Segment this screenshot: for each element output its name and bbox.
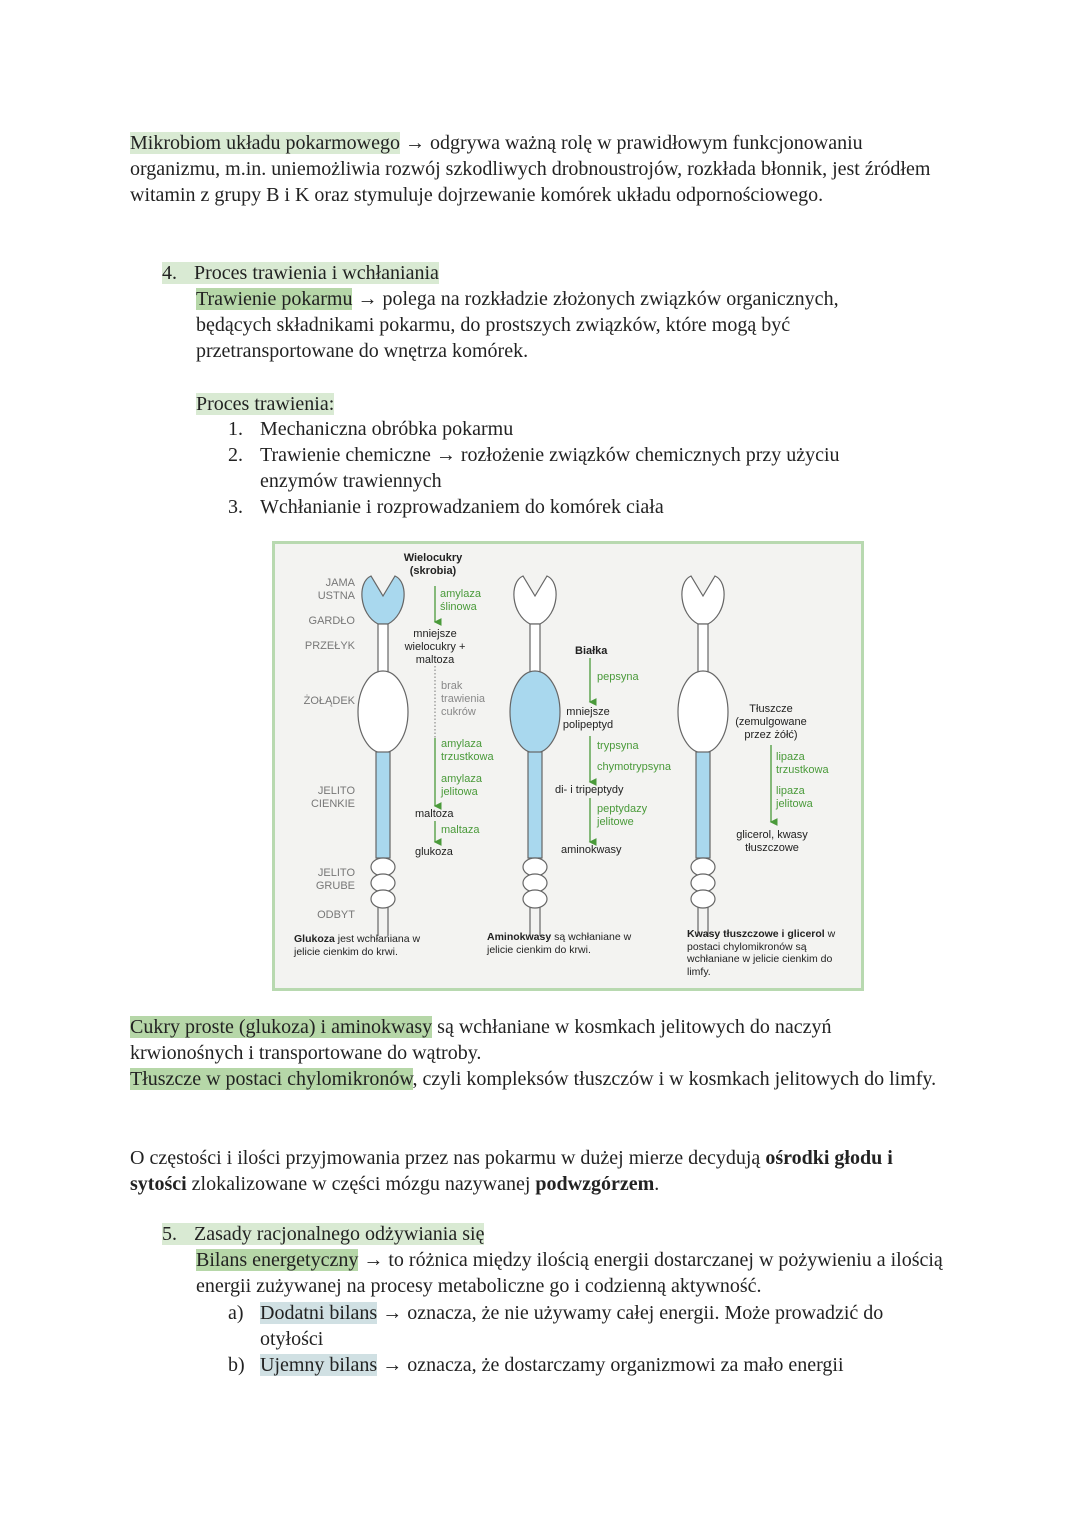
absorption-paragraph-fats — [130, 1066, 945, 1092]
large-intestine-shape — [371, 858, 395, 876]
digestion-term: Trawienie pokarmu — [196, 288, 353, 310]
fats-products: glicerol, kwasy tłuszczowe — [736, 829, 808, 854]
tract-fats — [678, 576, 728, 936]
section-4-highlight — [162, 262, 439, 284]
esophagus-shape — [378, 624, 388, 672]
digestion-text: → polega na rozkładzie złożonych związków organicznych, będących składnikami pokarmu, do prostszych związków, które mogą być przetransportowane do wnętrza komórek. — [196, 288, 839, 362]
negative-balance-text: → oznacza, że dostarczamy organizmowi za mało energii — [377, 1354, 844, 1376]
list-number: 3. — [228, 496, 243, 518]
caption-text: są wchłaniane w jelicie cienkim do krwi. — [487, 931, 632, 956]
section-4-heading — [162, 260, 439, 286]
carbs-enzyme-pancreatic-amylase: amylaza trzustkowa — [441, 738, 494, 763]
carbs-maltose: maltoza — [415, 808, 454, 820]
tract-carbohydrates — [358, 576, 408, 936]
hunger-text: . — [654, 1173, 660, 1195]
organ-label-mouth: JAMA USTNA — [317, 577, 355, 602]
digestive-tracts — [275, 544, 861, 988]
list-item — [228, 494, 918, 520]
energy-balance-definition — [196, 1247, 956, 1299]
organ-label-anus: ODBYT — [317, 909, 355, 921]
carbs-enzyme-intestinal-amylase: amylaza jelitowa — [441, 773, 482, 798]
proteins-enzyme-pepsin: pepsyna — [597, 671, 639, 683]
proteins-enzyme-trypsin: trypsyna — [597, 740, 639, 752]
digestion-definition — [196, 286, 916, 364]
carbs-enzyme-salivary-amylase: amylaza ślinowa — [440, 588, 481, 613]
proteins-amino-acids: aminokwasy — [561, 844, 622, 856]
balance-list — [228, 1300, 948, 1378]
caption-bold: Glukoza — [294, 933, 335, 945]
section-5-title: Zasady racjonalnego odżywiania się — [194, 1223, 485, 1245]
hunger-paragraph — [130, 1145, 920, 1197]
list-content — [260, 1300, 940, 1352]
list-item — [228, 1300, 948, 1352]
energy-balance-text: → to różnica między ilością energii dostarczanej w pożywieniu a ilością energii zużywanej na procesy metaboliczne go i codzienną aktywność. — [196, 1249, 943, 1297]
hunger-text: O częstości i ilości przyjmowania przez nas pokarmu w dużej mierze decydują — [130, 1147, 766, 1169]
fats-caption — [687, 928, 847, 978]
anus-shape — [378, 907, 388, 936]
list-text: Trawienie chemiczne → rozłożenie związków chemicznych przy użyciu enzymów trawiennych — [260, 444, 840, 492]
caption-bold: Kwasy tłuszczowe i glicerol — [687, 928, 825, 940]
digestion-process-label: Proces trawienia: — [196, 393, 335, 415]
negative-balance-term: Ujemny bilans — [260, 1354, 378, 1376]
fats-start: Tłuszcze (zemulgowane przez żółć) — [735, 703, 807, 741]
sugars-text: są wchłaniane w kosmkach jelitowych do naczyń krwionośnych i transportowane do wątroby. — [130, 1016, 832, 1064]
carbs-no-digestion: brak trawienia cukrów — [441, 680, 486, 718]
sugars-term: Cukry proste (glukoza) i aminokwasy — [130, 1016, 433, 1038]
organ-label-throat: GARDŁO — [308, 615, 355, 627]
carbs-glucose: glukoza — [415, 846, 453, 858]
carbs-start: Wielocukry (skrobia) — [403, 552, 463, 577]
organ-label-stomach: ŻOŁĄDEK — [303, 695, 355, 707]
list-letter: b) — [228, 1354, 245, 1376]
fats-text: , czyli kompleksów tłuszczów i w kosmkach jelitowych do limfy. — [412, 1068, 937, 1090]
microbiome-text: → odgrywa ważną rolę w prawidłowym funkcjonowaniu organizmu, m.in. uniemożliwia rozwój szkodliwych drobnoustrojów, rozkłada błonnik, jest źródłem witamin z grupy B i K oraz stymuluje dojrzewanie komórek układu odpornościowego. — [130, 132, 931, 206]
list-number: 1. — [228, 418, 243, 440]
proteins-caption — [487, 931, 637, 956]
hypothalamus: podwzgórzem — [535, 1173, 655, 1195]
fats-enzyme-pancreatic-lipase: lipaza trzustkowa — [776, 751, 829, 776]
list-letter: a) — [228, 1302, 244, 1324]
carbs-enzyme-maltase: maltaza — [441, 824, 480, 836]
tract-proteins — [510, 576, 560, 936]
microbiome-paragraph — [130, 130, 945, 208]
carbs-caption — [294, 933, 434, 958]
proteins-start: Białka — [575, 645, 608, 657]
list-text: Mechaniczna obróbka pokarmu — [260, 418, 514, 440]
small-intestine-shape — [376, 752, 390, 858]
caption-bold: Aminokwasy — [487, 931, 552, 943]
list-number: 2. — [228, 444, 243, 466]
organ-label-esophagus: PRZEŁYK — [304, 640, 355, 652]
digestion-steps-list — [228, 416, 918, 520]
list-item — [228, 1352, 948, 1378]
energy-balance-term: Bilans energetyczny — [196, 1249, 359, 1271]
section-5-number: 5. — [162, 1223, 177, 1245]
digestion-diagram — [272, 541, 864, 991]
organ-label-large-intestine: JELITO GRUBE — [315, 867, 355, 892]
caption-text: w postaci chylomikronów są wchłaniane w jelicie cienkim do limfy. — [687, 928, 836, 978]
organ-label-small-intestine: JELITO CIENKIE — [310, 785, 355, 810]
absorption-paragraph-sugars — [130, 1014, 910, 1066]
proteins-peptides: di- i tripeptydy — [555, 784, 624, 796]
stomach-shape — [358, 671, 408, 753]
microbiome-term: Mikrobiom układu pokarmowego — [130, 132, 400, 154]
section-4-title: Proces trawienia i wchłaniania — [194, 262, 439, 284]
digestion-process-subheading — [196, 391, 334, 417]
list-text: Wchłanianie i rozprowadzaniem do komórek ciała — [260, 496, 664, 518]
caption-text: jest wchłaniana w jelicie cienkim do krwi. — [294, 933, 421, 958]
proteins-enzyme-peptidases: peptydazy jelitowe — [597, 803, 648, 828]
list-item — [228, 416, 918, 442]
section-5-heading — [162, 1221, 484, 1247]
section-4-number: 4. — [162, 262, 177, 284]
section-5-highlight — [162, 1223, 484, 1245]
fats-enzyme-intestinal-lipase: lipaza jelitowa — [776, 785, 813, 810]
positive-balance-term: Dodatni bilans — [260, 1302, 378, 1324]
list-item — [228, 442, 918, 494]
hunger-text: zlokalizowane w części mózgu nazywanej — [186, 1173, 536, 1195]
positive-balance-text: → oznacza, że nie używamy całej energii. Może prowadzić do otyłości — [260, 1302, 884, 1350]
hunger-centers: ośrodki głodu i sytości — [130, 1147, 893, 1195]
proteins-enzyme-chymotrypsin: chymotrypsyna — [597, 761, 671, 773]
mouth-shape — [362, 576, 404, 624]
list-content — [260, 1352, 940, 1378]
fats-term: Tłuszcze w postaci chylomikronów — [130, 1068, 413, 1090]
carbs-intermediate: mniejsze wielocukry + maltoza — [404, 628, 466, 666]
proteins-polypeptide: mniejsze polipeptyd — [562, 706, 614, 731]
